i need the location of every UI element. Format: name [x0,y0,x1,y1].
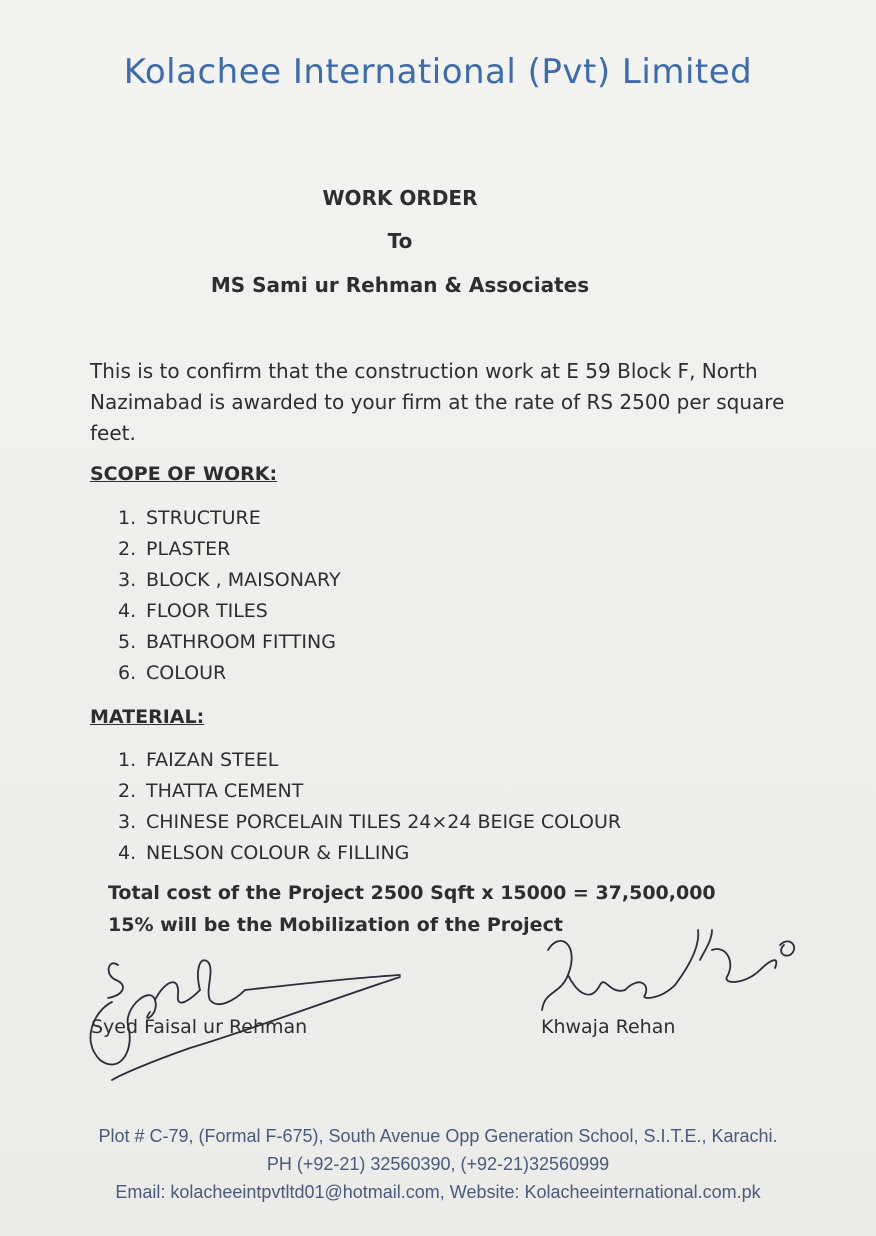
list-text: PLASTER [146,538,231,560]
to-label: To [387,229,413,253]
right-signature-stroke [568,975,625,995]
left-signature-stroke [245,975,400,990]
list-text: FLOOR TILES [146,600,268,622]
total-cost: Total cost of the Project 2500 Sqft x 15000 = 37,500,000 [108,882,716,904]
right-signatory-name: Khwaja Rehan [541,1016,676,1038]
intro-line: feet. [90,421,136,445]
left-signature-stroke [198,960,245,1004]
list-text: BATHROOM FITTING [146,631,336,653]
mobilization-note: 15% will be the Mobilization of the Project [108,914,563,936]
list-text: THATTA CEMENT [146,780,304,802]
list-number: 4. [118,842,137,864]
intro-line: Nazimabad is awarded to your firm at the rate of RS 2500 per square [90,390,785,414]
material-heading: MATERIAL: [90,706,205,728]
list-text: FAIZAN STEEL [146,749,279,771]
list-number: 1. [118,749,137,771]
left-signature-stroke [108,963,123,998]
scope-heading: SCOPE OF WORK: [90,463,278,485]
list-text: NELSON COLOUR & FILLING [146,842,410,864]
list-number: 3. [118,811,137,833]
document-title: WORK ORDER [322,186,478,210]
recipient-name: MS Sami ur Rehman & Associates [210,273,590,297]
list-number: 1. [118,507,137,529]
list-text: CHINESE PORCELAIN TILES 24×24 BEIGE COLOUR [146,811,622,833]
left-signature-stroke [155,982,200,1002]
company-name: Kolachee International (Pvt) Limited [123,52,753,92]
list-number: 2. [118,780,137,802]
list-number: 6. [118,662,137,684]
intro-line: This is to confirm that the construction work at E 59 Block F, North [90,359,758,383]
left-signatory-name: Syed Faisal ur Rehman [91,1016,308,1038]
list-text: BLOCK , MAISONARY [146,569,341,591]
footer-phone: PH (+92-21) 32560390, (+92-21)32560999 [266,1154,610,1174]
list-text: STRUCTURE [146,507,261,529]
list-number: 2. [118,538,137,560]
list-number: 3. [118,569,137,591]
right-signature-stroke [625,982,675,998]
right-signature-stroke [780,941,794,955]
right-signature-stroke [712,949,776,982]
footer-contact: Email: kolacheeintpvtltd01@hotmail.com, Website: Kolacheeinternational.com.pk [115,1182,761,1202]
list-number: 4. [118,600,137,622]
list-text: COLOUR [146,662,227,684]
footer-address: Plot # C-79, (Formal F-675), South Avenue Opp Generation School, S.I.T.E., Karachi. [98,1126,778,1146]
right-signature-stroke [675,930,712,985]
list-number: 5. [118,631,137,653]
